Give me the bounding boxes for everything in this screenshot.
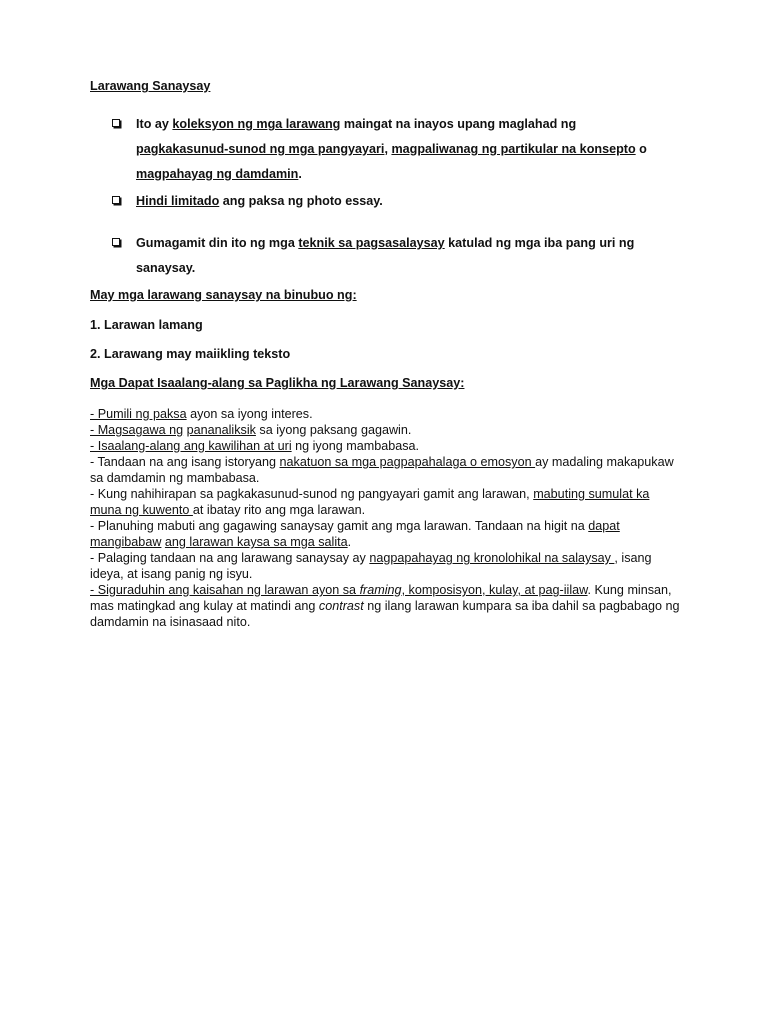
considerations-list xyxy=(90,406,680,630)
bullet-item-definition xyxy=(112,112,672,187)
list-item: - Tandaan na ang isang istoryang nakatuon sa mga pagpapahalaga o emosyon ay madaling makapukaw sa damdamin ng mambabasa. xyxy=(90,455,674,485)
list-item: - Magsagawa ng pananaliksik sa iyong paksang gagawin. xyxy=(90,423,412,437)
section-heading-considerations: Mga Dapat Isaalang-alang sa Paglikha ng Larawang Sanaysay: xyxy=(90,376,465,390)
bullet-text: Hindi limitado ang paksa ng photo essay. xyxy=(136,194,383,208)
list-item-type-2: 2. Larawang may maiikling teksto xyxy=(90,347,291,361)
section-heading-types: May mga larawang sanaysay na binubuo ng: xyxy=(90,288,357,302)
bullet-item-technique xyxy=(112,231,672,281)
list-item: - Isaalang-alang ang kawilihan at uri ng iyong mambabasa. xyxy=(90,439,420,453)
list-item: - Palaging tandaan na ang larawang sanaysay ay nagpapahayag ng kronolohikal na salaysay , isang ideya, at isang panig ng isyu. xyxy=(90,551,652,581)
bullet-item-topic xyxy=(112,189,672,214)
checkbox-bullet-icon xyxy=(112,238,120,246)
list-item: - Planuhing mabuti ang gagawing sanaysay gamit ang mga larawan. Tandaan na higit na dapat mangibabaw ang larawan kaysa sa mga salita. xyxy=(90,519,620,549)
list-item: - Siguraduhin ang kaisahan ng larawan ayon sa framing, komposisyon, kulay, at pag-iilaw. Kung minsan, mas matingkad ang kulay at matindi ang contrast ng ilang larawan kumpara sa iba dahil sa pagbabago ng damdamin na isinasaad nito. xyxy=(90,583,680,629)
list-item: - Pumili ng paksa ayon sa iyong interes. xyxy=(90,407,313,421)
bullet-text: Ito ay koleksyon ng mga larawang maingat na inayos upang maglahad ng pagkakasunud-sunod ng mga pangyayari, magpaliwanag ng partikular na konsepto o magpahayag ng damdamin. xyxy=(136,117,647,181)
page-title: Larawang Sanaysay xyxy=(90,79,211,93)
list-item: - Kung nahihirapan sa pagkakasunud-sunod ng pangyayari gamit ang larawan, mabuting sumulat ka muna ng kuwento at ibatay rito ang mga larawan. xyxy=(90,487,650,517)
bullet-text: Gumagamit din ito ng mga teknik sa pagsasalaysay katulad ng mga iba pang uri ng sanaysay. xyxy=(136,236,635,275)
checkbox-bullet-icon xyxy=(112,196,120,204)
list-item-type-1: 1. Larawan lamang xyxy=(90,318,203,332)
checkbox-bullet-icon xyxy=(112,119,120,127)
